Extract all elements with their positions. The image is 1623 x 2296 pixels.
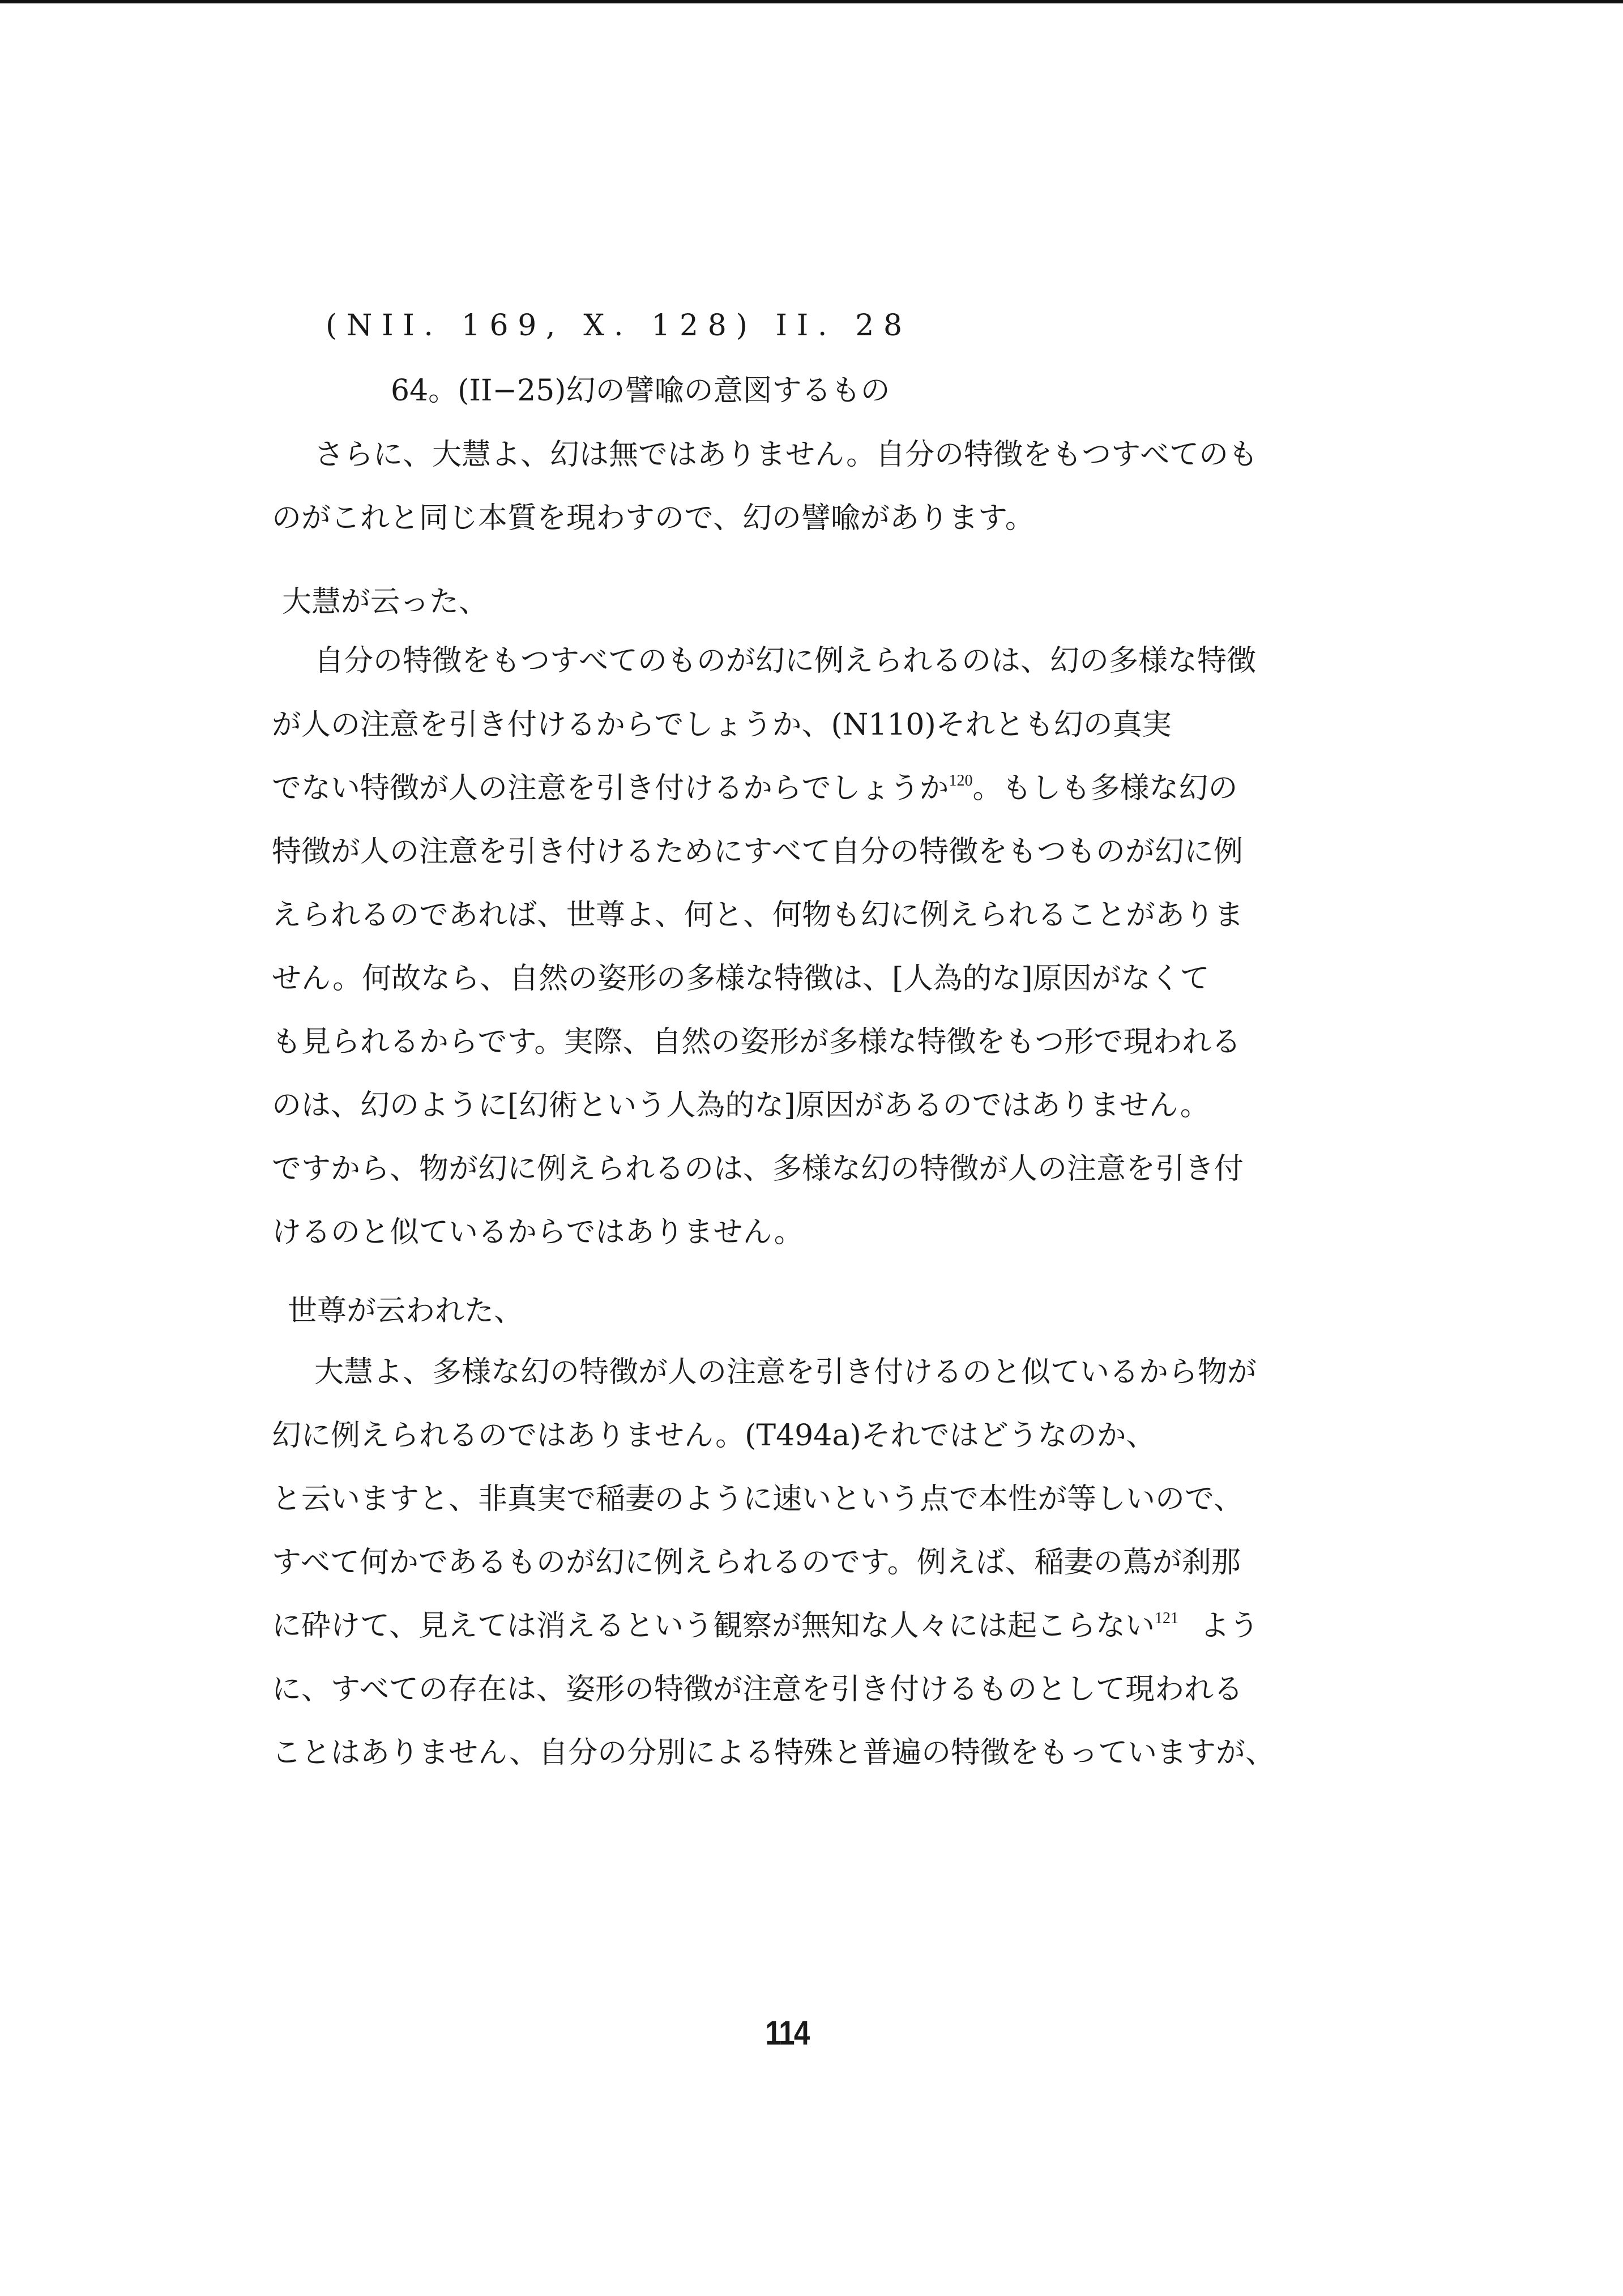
text-line: せん。何故なら、自然の姿形の多様な特徴は、[人為的な]原因がなくて (272, 962, 1210, 996)
text-segment: 。もしも多様な幻の (972, 771, 1238, 805)
text-segment: に砕けて、見えては消えるという観察が無知な人々には起こらない (272, 1609, 1155, 1643)
text-line: と云いますと、非真実で稲妻のように速いという点で本性が等しいので、 (272, 1482, 1243, 1516)
reference-line: (NII. 169, X. 128) II. 28 (326, 309, 912, 343)
text-line: 大慧よ、多様な幻の特徴が人の注意を引き付けるのと似ているから物が (314, 1355, 1257, 1389)
speaker-line: 世尊が云われた、 (288, 1294, 524, 1328)
speaker-line: 大慧が云った、 (282, 585, 489, 619)
text-line-with-footnote (272, 1606, 1259, 1646)
text-line: えられるのであれば、世尊よ、何と、何物も幻に例えられることがありま (272, 898, 1244, 932)
text-line: 自分の特徴をもつすべてのものが幻に例えられるのは、幻の多様な特徴 (314, 644, 1256, 678)
footnote-marker: 121 (1154, 1610, 1178, 1627)
text-line: けるのと似ているからではありません。 (272, 1215, 804, 1249)
text-segment: でない特徴が人の注意を引き付けるからでしょうか (272, 771, 949, 805)
footnote-marker: 120 (949, 772, 973, 789)
text-line: ですから、物が幻に例えられるのは、多様な幻の特徴が人の注意を引き付 (272, 1152, 1244, 1186)
section-heading: 64。(II−25)幻の譬喩の意図するもの (391, 374, 890, 408)
text-line: のがこれと同じ本質を現わすので、幻の譬喩があります。 (272, 501, 1035, 535)
text-line: 特徴が人の注意を引き付けるためにすべて自分の特徴をもつものが幻に例 (272, 835, 1243, 869)
text-segment: よう (1199, 1609, 1259, 1643)
top-border (0, 0, 1623, 3)
text-line-with-footnote (272, 769, 1238, 808)
text-line: も見られるからです。実際、自然の姿形が多様な特徴をもつ形で現われる (272, 1025, 1241, 1059)
text-line: 幻に例えられるのではありません。(T494a)それではどうなのか、 (272, 1419, 1156, 1453)
text-line: さらに、大慧よ、幻は無ではありません。自分の特徴をもつすべてのも (314, 438, 1258, 472)
text-line: のは、幻のように[幻術という人為的な]原因があるのではありません。 (272, 1089, 1210, 1123)
text-line: が人の注意を引き付けるからでしょうか、(N110)それとも幻の真実 (272, 708, 1172, 742)
text-line: すべて何かであるものが幻に例えられるのです。例えば、稲妻の蔦が刹那 (272, 1546, 1241, 1580)
page-number: 114 (765, 2014, 809, 2052)
text-line: ことはありません、自分の分別による特殊と普遍の特徴をもっていますが、 (272, 1736, 1275, 1770)
text-line: に、すべての存在は、姿形の特徴が注意を引き付けるものとして現われる (272, 1672, 1243, 1706)
